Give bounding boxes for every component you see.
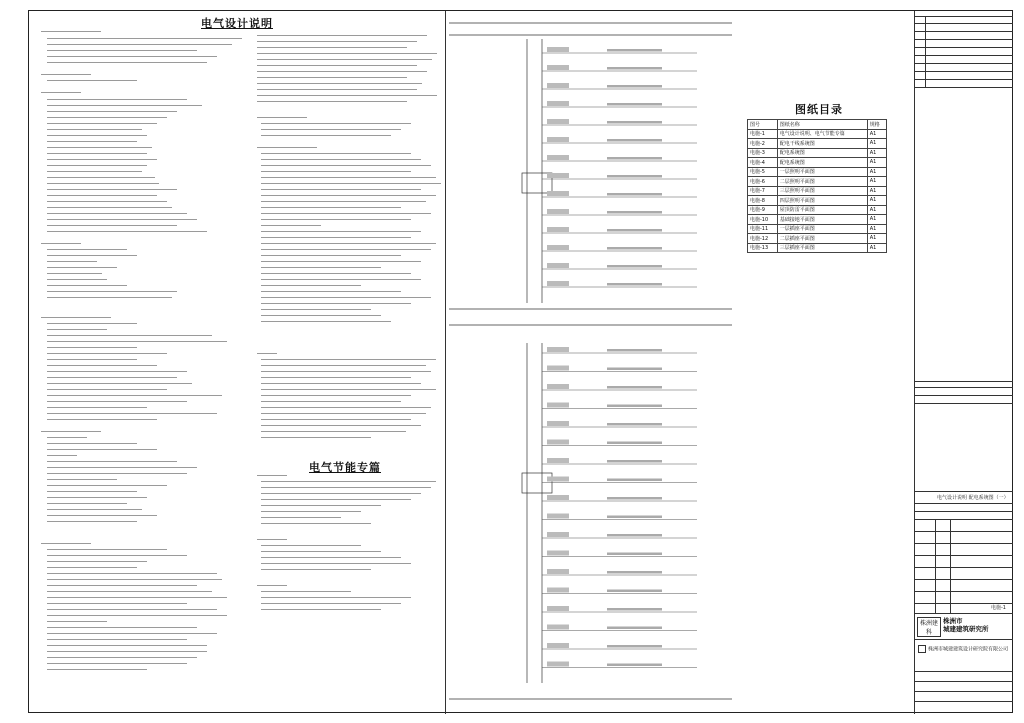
index-cell: 电施-4: [748, 158, 778, 168]
index-row: [748, 215, 887, 225]
breaker-symbol: [547, 137, 569, 142]
company-logo: 株洲建科: [917, 617, 941, 637]
cable-spec-mark: [607, 67, 662, 70]
cable-spec-mark: [607, 121, 662, 124]
breaker-symbol: [547, 173, 569, 178]
cable-spec-mark: [607, 211, 662, 214]
index-cell: 四层照明平面图: [777, 196, 867, 206]
index-cell: A1: [867, 224, 886, 234]
cable-spec-mark: [607, 645, 662, 648]
breaker-symbol: [547, 495, 569, 500]
cable-spec-mark: [607, 368, 662, 371]
cable-spec-mark: [607, 442, 662, 445]
index-cell: 二层插座平面图: [777, 234, 867, 244]
index-cell: 电气设计说明、电气节能专篇: [777, 129, 867, 139]
index-row: [748, 167, 887, 177]
index-cell: 电施-5: [748, 167, 778, 177]
breaker-symbol: [547, 101, 569, 106]
index-cell: A1: [867, 186, 886, 196]
index-table: [747, 119, 887, 253]
index-row: [748, 205, 887, 215]
index-cell: A1: [867, 196, 886, 206]
energy-section-title: 电气节能专篇: [309, 461, 381, 474]
index-header-cell: 规格: [867, 120, 886, 130]
cable-spec-mark: [607, 405, 662, 408]
index-cell: A1: [867, 177, 886, 187]
breaker-symbol: [547, 643, 569, 648]
breaker-symbol: [547, 155, 569, 160]
drawing-number: 电施-1: [991, 605, 1006, 611]
cable-spec-mark: [607, 571, 662, 574]
breaker-symbol: [547, 662, 569, 667]
breaker-symbol: [547, 569, 569, 574]
cable-spec-mark: [607, 175, 662, 178]
index-cell: 电施-3: [748, 148, 778, 158]
cable-spec-mark: [607, 460, 662, 463]
cable-spec-mark: [607, 283, 662, 286]
distribution-system-diagram: [447, 13, 737, 711]
cable-spec-mark: [607, 247, 662, 250]
index-header-row: [748, 120, 887, 130]
index-cell: 一层照明平面图: [777, 167, 867, 177]
page-divider: [445, 11, 446, 714]
cable-spec-mark: [607, 608, 662, 611]
breaker-symbol: [547, 47, 569, 52]
breaker-symbol: [547, 347, 569, 352]
breaker-symbol: [547, 514, 569, 519]
breaker-symbol: [547, 209, 569, 214]
energy-section-body: [257, 473, 447, 623]
index-header-cell: 图号: [748, 120, 778, 130]
index-cell: 配电系统图: [777, 158, 867, 168]
breaker-symbol: [547, 588, 569, 593]
breaker-symbol: [547, 245, 569, 250]
index-cell: A1: [867, 139, 886, 149]
breaker-symbol: [547, 83, 569, 88]
title-block: [915, 11, 1013, 714]
index-cell: 电施-10: [748, 215, 778, 225]
cable-spec-mark: [607, 423, 662, 426]
breaker-symbol: [547, 606, 569, 611]
design-notes-title: 电气设计说明: [201, 17, 273, 30]
index-cell: 三层插座平面图: [777, 243, 867, 253]
cable-spec-mark: [607, 103, 662, 106]
index-cell: 配电系统图: [777, 148, 867, 158]
index-cell: 电施-9: [748, 205, 778, 215]
index-cell: 三层照明平面图: [777, 186, 867, 196]
cable-spec-mark: [607, 193, 662, 196]
index-cell: 电施-7: [748, 186, 778, 196]
index-cell: A1: [867, 205, 886, 215]
index-cell: 屋顶防雷平面图: [777, 205, 867, 215]
design-notes-column-1: [37, 29, 252, 709]
index-cell: 电施-2: [748, 139, 778, 149]
company-name: 株洲市 城建建筑研究所: [943, 617, 989, 633]
index-row: [748, 224, 887, 234]
index-cell: 电施-12: [748, 234, 778, 244]
breaker-symbol: [547, 625, 569, 630]
index-row: [748, 234, 887, 244]
cable-spec-mark: [607, 664, 662, 667]
index-cell: A1: [867, 215, 886, 225]
company-footer: 株洲市城建建筑设计研究院有限公司: [918, 645, 1008, 653]
cable-spec-mark: [607, 534, 662, 537]
index-row: [748, 148, 887, 158]
cable-spec-mark: [607, 386, 662, 389]
breaker-symbol: [547, 191, 569, 196]
cable-spec-mark: [607, 553, 662, 556]
index-row: [748, 196, 887, 206]
cable-spec-mark: [607, 157, 662, 160]
drawing-name: 电气设计说明 配电系统图（一）: [937, 495, 1009, 501]
index-cell: 二层照明平面图: [777, 177, 867, 187]
cable-spec-mark: [607, 229, 662, 232]
index-cell: A1: [867, 158, 886, 168]
breaker-symbol: [547, 403, 569, 408]
breaker-symbol: [547, 65, 569, 70]
breaker-symbol: [547, 421, 569, 426]
company-mark-icon: [918, 645, 926, 653]
design-notes-column-2: [257, 33, 447, 453]
cable-spec-mark: [607, 516, 662, 519]
index-row: [748, 243, 887, 253]
breaker-symbol: [547, 227, 569, 232]
index-cell: 电施-11: [748, 224, 778, 234]
index-cell: 配电干线系统图: [777, 139, 867, 149]
index-cell: A1: [867, 167, 886, 177]
cable-spec-mark: [607, 590, 662, 593]
breaker-symbol: [547, 532, 569, 537]
index-row: [748, 158, 887, 168]
breaker-symbol: [547, 366, 569, 371]
index-cell: 基础接地平面图: [777, 215, 867, 225]
index-cell: 一层插座平面图: [777, 224, 867, 234]
index-cell: 电施-13: [748, 243, 778, 253]
index-cell: A1: [867, 148, 886, 158]
drawing-sheet: [28, 10, 1013, 713]
index-title: 图纸目录: [795, 103, 843, 116]
cable-spec-mark: [607, 49, 662, 52]
index-row: [748, 139, 887, 149]
index-row: [748, 129, 887, 139]
cable-spec-mark: [607, 479, 662, 482]
breaker-symbol: [547, 281, 569, 286]
cable-spec-mark: [607, 497, 662, 500]
index-header-cell: 图纸名称: [777, 120, 867, 130]
breaker-symbol: [547, 551, 569, 556]
index-cell: A1: [867, 243, 886, 253]
index-cell: 电施-8: [748, 196, 778, 206]
breaker-symbol: [547, 263, 569, 268]
breaker-symbol: [547, 458, 569, 463]
cable-spec-mark: [607, 627, 662, 630]
breaker-symbol: [547, 119, 569, 124]
breaker-symbol: [547, 384, 569, 389]
cable-spec-mark: [607, 85, 662, 88]
breaker-symbol: [547, 440, 569, 445]
cable-spec-mark: [607, 139, 662, 142]
cable-spec-mark: [607, 349, 662, 352]
index-cell: A1: [867, 234, 886, 244]
index-cell: A1: [867, 129, 886, 139]
cable-spec-mark: [607, 265, 662, 268]
index-cell: 电施-6: [748, 177, 778, 187]
index-cell: 电施-1: [748, 129, 778, 139]
breaker-symbol: [547, 477, 569, 482]
index-row: [748, 177, 887, 187]
index-row: [748, 186, 887, 196]
